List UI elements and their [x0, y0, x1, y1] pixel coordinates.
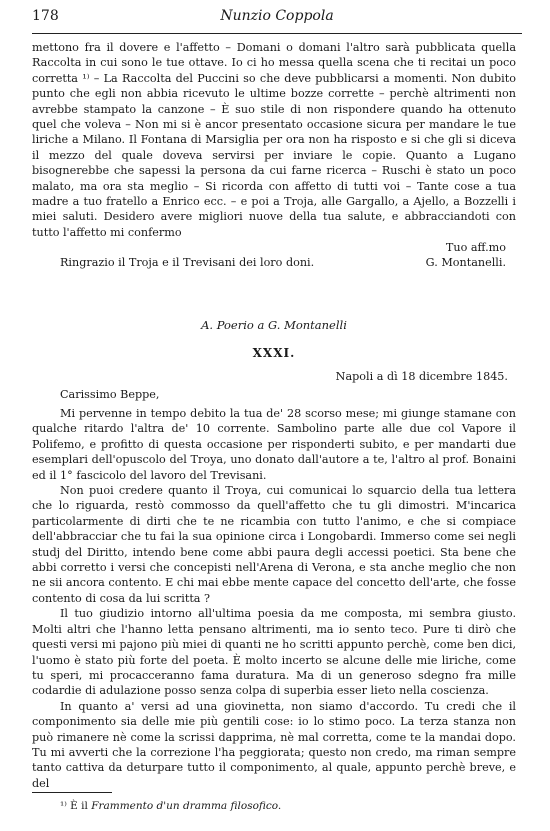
closing-line [32, 240, 516, 255]
letter-number: XXXI. [252, 346, 296, 360]
footnote-marker: ¹⁾ [60, 800, 67, 812]
salutation: Carissimo Beppe, [60, 388, 160, 401]
paragraph: Il tuo giudizio intorno all'ultima poesia da me composta, mi sembra giusto. Molti altri che l'hanno letta pensano altrimenti, ma io sento teco. Pure ti dirò che questi versi mi pajono più miei di quanti ne ho scritti appunto perchè, come ben dici, l'uomo è stato più forte del poeta. È molto incerto se alcune delle mie liriche, come tu speri, mi procacceranno fama duratura. Ma di un generoso sdegno fra mille codardie di adulazione posso senza colpa di superbia esser lieto nella coscienza. [32, 607, 516, 698]
postscript-line [32, 255, 516, 272]
dateline: Napoli a dì 18 dicembre 1845. [335, 370, 508, 383]
postscript: Ringrazio il Troja e il Trevisani dei loro doni. [60, 256, 315, 270]
running-head [32, 6, 522, 28]
letter-body-2 [32, 406, 516, 791]
letter-body: mettono fra il dovere e l'affetto – Domani o domani l'altro sarà pubblicata quella Raccolta in cui sono le tue ottave. Io ci ho messa quella scena che ti recitai un poco corretta ¹⁾ – La Raccolta del Puccini so che deve pubblicarsi a momenti. Non dubito punto che egli non abbia ricevuto le ultime bozze corrette – perchè altrimenti non avrebbe stampato la canzone – È suo stile di non rispondere quando ha ottenuto quel che voleva – Non mi si è ancor presentato occasione sicura per mandare le tue liriche a Milano. Il Fontana di Marsiglia per ora non ha risposto e si che gli si diceva il mezzo del quale doveva servirsi per inviare le copie. Quanto a Lugano bisognerebbe che sapessi la persona da cui farne ricerca – Ruschi è stato un poco malato, ma ora sta meglio – Si ricorda con affetto di tutti voi – Tante cose a tua madre a tuo fratello a Enrico ecc. – e poi a Troja, alle Gargallo, a Ajello, a Bozzelli i miei saluti. Desidero avere migliori nuove della tua salute, e abbracciandoti con tutto l'affetto mi confermo [32, 41, 516, 239]
letter-continuation [32, 40, 516, 272]
paragraph: Non puoi credere quanto il Troya, cui comunicai lo squarcio della tua lettera che lo riguarda, restò commosso da quell'affetto che tu gli dimostri. M'incarica particolarmente di dirti che te ne ricambia con tutto l'animo, e che si compiace dell'abbracciar che tu fai la sua opinione circa i Longobardi. Immerso come sei negli studj del Diritto, intendo bene come abbi paura degli accessi poetici. Sta bene che abbi corretto i versi che concepisti nell'Arena di Verona, e sta anche meglio che non ne sii ancora contento. E chi mai ebbe mente capace del concetto dell'arte, che fosse contento di cosa da lui scritta ? [32, 484, 516, 605]
footnote-rule [32, 792, 112, 793]
running-title: Nunzio Coppola [220, 8, 334, 24]
letter-heading: A. Poerio a G. Montanelli [201, 318, 347, 332]
signature: G. Montanelli. [425, 256, 506, 270]
paragraph: In quanto a' versi ad una giovinetta, non siamo d'accordo. Tu credi che il componimento sia delle mie più gentili cose: io lo stimo poco. La terza stanza non può rimanere nè come la scrissi dapprima, nè mal corretta, come te la mandai dopo. Tu mi avverti che la correzione l'ha peggiorata; questo non credo, ma riman sempre tanto cattiva da deturpare tutto il componimento, al quale, appunto perchè breve, e del [32, 699, 516, 790]
footnote-text: È il [70, 800, 88, 812]
page-number: 178 [32, 8, 59, 24]
footnote [60, 800, 281, 812]
footnote-title: Frammento d'un dramma filosofico. [91, 800, 282, 812]
header-rule [32, 33, 522, 34]
closing: Tuo aff.mo [445, 241, 506, 255]
paragraph: Mi pervenne in tempo debito la tua de' 28 scorso mese; mi giunge stamane con qualche ritardo l'altra de' 10 corrente. Sambolino parte alle due col Vapore il Polifemo, e profitto di questa occasione per risponderti subito, e per mandarti due esemplari dell'opuscolo del Troya, uno donato dall'autore a te, l'altro al prof. Bonaini ed il 1° fascicolo del lavoro del Trevisani. [32, 407, 516, 482]
